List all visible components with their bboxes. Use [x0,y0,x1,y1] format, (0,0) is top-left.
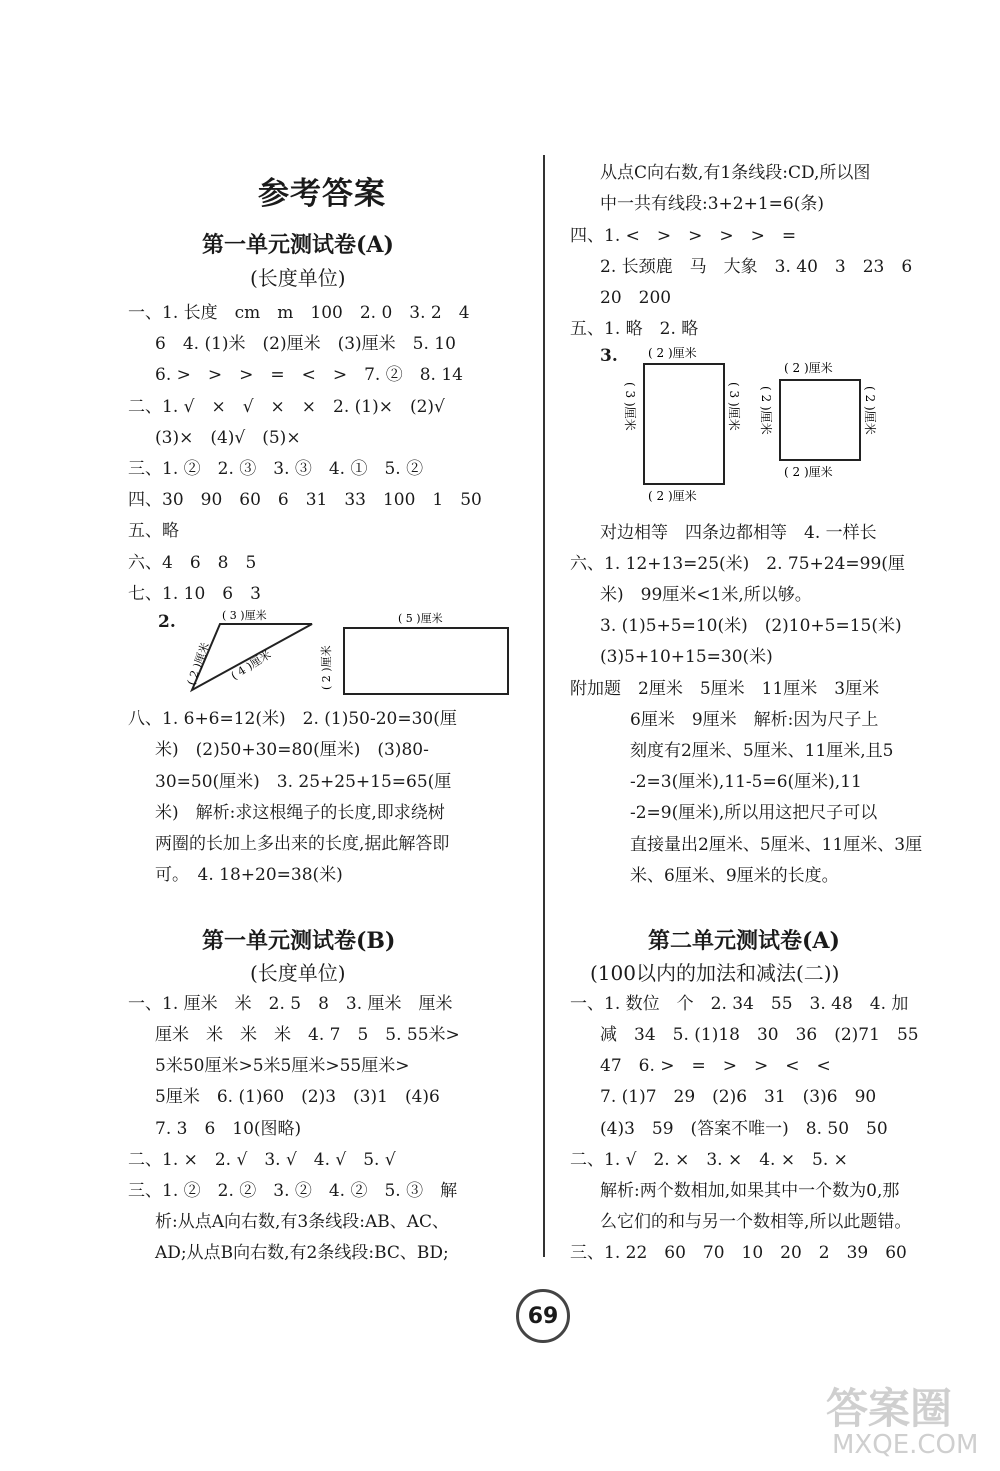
right-line: -2=3(厘米),11-5=6(厘米),11 [630,772,862,792]
section-b-line: 三、1. ② 2. ② 3. ② 4. ② 5. ③ 解 [128,1181,458,1201]
section-a-line: 一、1. 长度 cm m 100 2. 0 3. 2 4 [128,303,470,323]
right-line: 对边相等 四条边都相等 4. 一样长 [600,523,877,543]
square-right-label: ( 2 )厘米 [863,386,877,435]
triangle-left-label: ( 2 )厘米 [184,640,213,688]
watermark-url: MXQE.COM [832,1430,979,1460]
rect2-bottom-label: ( 2 )厘米 [648,489,697,503]
right-line: -2=9(厘米),所以用这把尺子可以 [630,803,878,823]
right-line: 直接量出2厘米、5厘米、11厘米、3厘 [630,835,923,855]
section-c-line: 一、1. 数位 个 2. 34 55 3. 48 4. 加 [570,994,909,1014]
page-number: 69 [516,1289,570,1343]
triangle-hyp-label: ( 4 )厘米 [228,647,274,683]
section-a-line: 可。 4. 18+20=38(米) [155,865,343,885]
section-a-line: 米) (2)50+30=80(厘米) (3)80- [155,740,429,760]
right-line: 6厘米 9厘米 解析:因为尺子上 [630,710,879,730]
section-a-line: 三、1. ② 2. ③ 3. ③ 4. ① 5. ② [128,459,424,479]
section-c-line: 二、1. √ 2. × 3. × 4. × 5. × [570,1150,848,1170]
right-line: 六、1. 12+13=25(米) 2. 75+24=99(厘 [570,554,905,574]
section-b-title: 第一单元测试卷(B) [202,928,396,954]
right-line: 附加题 2厘米 5厘米 11厘米 3厘米 [570,679,880,699]
right-line: 刻度有2厘米、5厘米、11厘米,且5 [630,741,894,761]
rectangle-figure-2 [618,342,758,507]
section-a-line: 6 4. (1)米 (2)厘米 (3)厘米 5. 10 [155,334,456,354]
section-a-line: 30=50(厘米) 3. 25+25+15=65(厘 [155,772,452,792]
square-left-label: ( 2 )厘米 [759,386,773,435]
rect2-right-label: ( 3 )厘米 [727,382,741,431]
section-c-line: 三、1. 22 60 70 10 20 2 39 60 [570,1243,907,1263]
section-c-line: 47 6. > = > > < < [600,1056,831,1076]
page-title: 参考答案 [258,176,386,212]
section-b-line: 5厘米 6. (1)60 (2)3 (3)1 (4)6 [155,1087,440,1107]
section-c-line: 减 34 5. (1)18 30 36 (2)71 55 [600,1025,919,1045]
section-c-line: 7. (1)7 29 (2)6 31 (3)6 90 [600,1087,877,1107]
section-c-line: 么它们的和与另一个数相等,所以此题错。 [600,1212,912,1232]
right-line: 米、6厘米、9厘米的长度。 [630,866,839,886]
section-b-line: 二、1. × 2. √ 3. √ 4. √ 5. √ [128,1150,396,1170]
right-line: 四、1. < > > > > = [570,226,797,246]
right-line: 2. 长颈鹿 马 大象 3. 40 3 23 6 [600,257,913,277]
section-a-line: 八、1. 6+6=12(米) 2. (1)50-20=30(厘 [128,709,457,729]
right-line: 中一共有线段:3+2+1=6(条) [600,194,824,214]
square-bottom-label: ( 2 )厘米 [784,465,833,479]
right-line: 五、1. 略 2. 略 [570,319,699,339]
square-top-label: ( 2 )厘米 [784,361,833,375]
section-c-line: (4)3 59 (答案不唯一) 8. 50 50 [600,1119,888,1139]
triangle-figure [180,608,330,698]
rect2-left-label: ( 3 )厘米 [623,382,637,431]
section-b-line: AD;从点B向右数,有2条线段:BC、BD; [155,1243,449,1263]
section-a-line: 四、30 90 60 6 31 33 100 1 50 [128,490,482,510]
rect-top-label: ( 5 )厘米 [398,612,443,625]
section-b-line: 析:从点A向右数,有3条线段:AB、AC、 [155,1212,450,1232]
right-line: 从点C向右数,有1条线段:CD,所以图 [600,163,871,183]
right-line: 3. [600,346,618,366]
column-divider [543,155,545,1257]
section-a-line: 六、4 6 8 5 [128,553,257,573]
rect2-top-label: ( 2 )厘米 [648,346,697,360]
section-b-subtitle: (长度单位) [250,961,346,985]
section-b-line: 7. 3 6 10(图略) [155,1119,302,1139]
section-b-line: 5米50厘米>5米5厘米>55厘米> [155,1056,410,1076]
rectangle-figure [318,608,518,698]
section-a-title: 第一单元测试卷(A) [202,232,394,258]
section-b-line: 一、1. 厘米 米 2. 5 8 3. 厘米 厘米 [128,994,453,1014]
section-a-line: (3)× (4)√ (5)× [155,428,301,448]
rect-left-label: ( 2 )厘米 [320,645,333,690]
section-a-line: 2. [158,612,176,632]
section-c-subtitle: (100以内的加法和减法(二)) [590,961,840,985]
section-a-line: 米) 解析:求这根绳子的长度,即求绕树 [155,803,445,823]
section-a-line: 6. > > > = < > 7. ② 8. 14 [155,365,463,385]
section-a-line: 两圈的长加上多出来的长度,据此解答即 [155,834,450,854]
right-line: 米) 99厘米<1米,所以够。 [600,585,812,605]
section-a-line: 二、1. √ × √ × × 2. (1)× (2)√ [128,397,445,417]
section-a-line: 七、1. 10 6 3 [128,584,261,604]
section-a-line: 五、略 [128,521,179,541]
right-line: (3)5+10+15=30(米) [600,647,773,667]
section-a-subtitle: (长度单位) [250,266,346,290]
section-b-line: 厘米 米 米 米 4. 7 5 5. 55米> [155,1025,460,1045]
watermark-logo: 答案圈 [826,1384,953,1433]
section-c-line: 解析:两个数相加,如果其中一个数为0,那 [600,1181,900,1201]
square-figure [758,352,888,482]
right-line: 20 200 [600,288,672,308]
right-line: 3. (1)5+5=10(米) (2)10+5=15(米) [600,616,902,636]
section-c-title: 第二单元测试卷(A) [648,928,840,954]
triangle-top-label: ( 3 )厘米 [222,609,267,622]
